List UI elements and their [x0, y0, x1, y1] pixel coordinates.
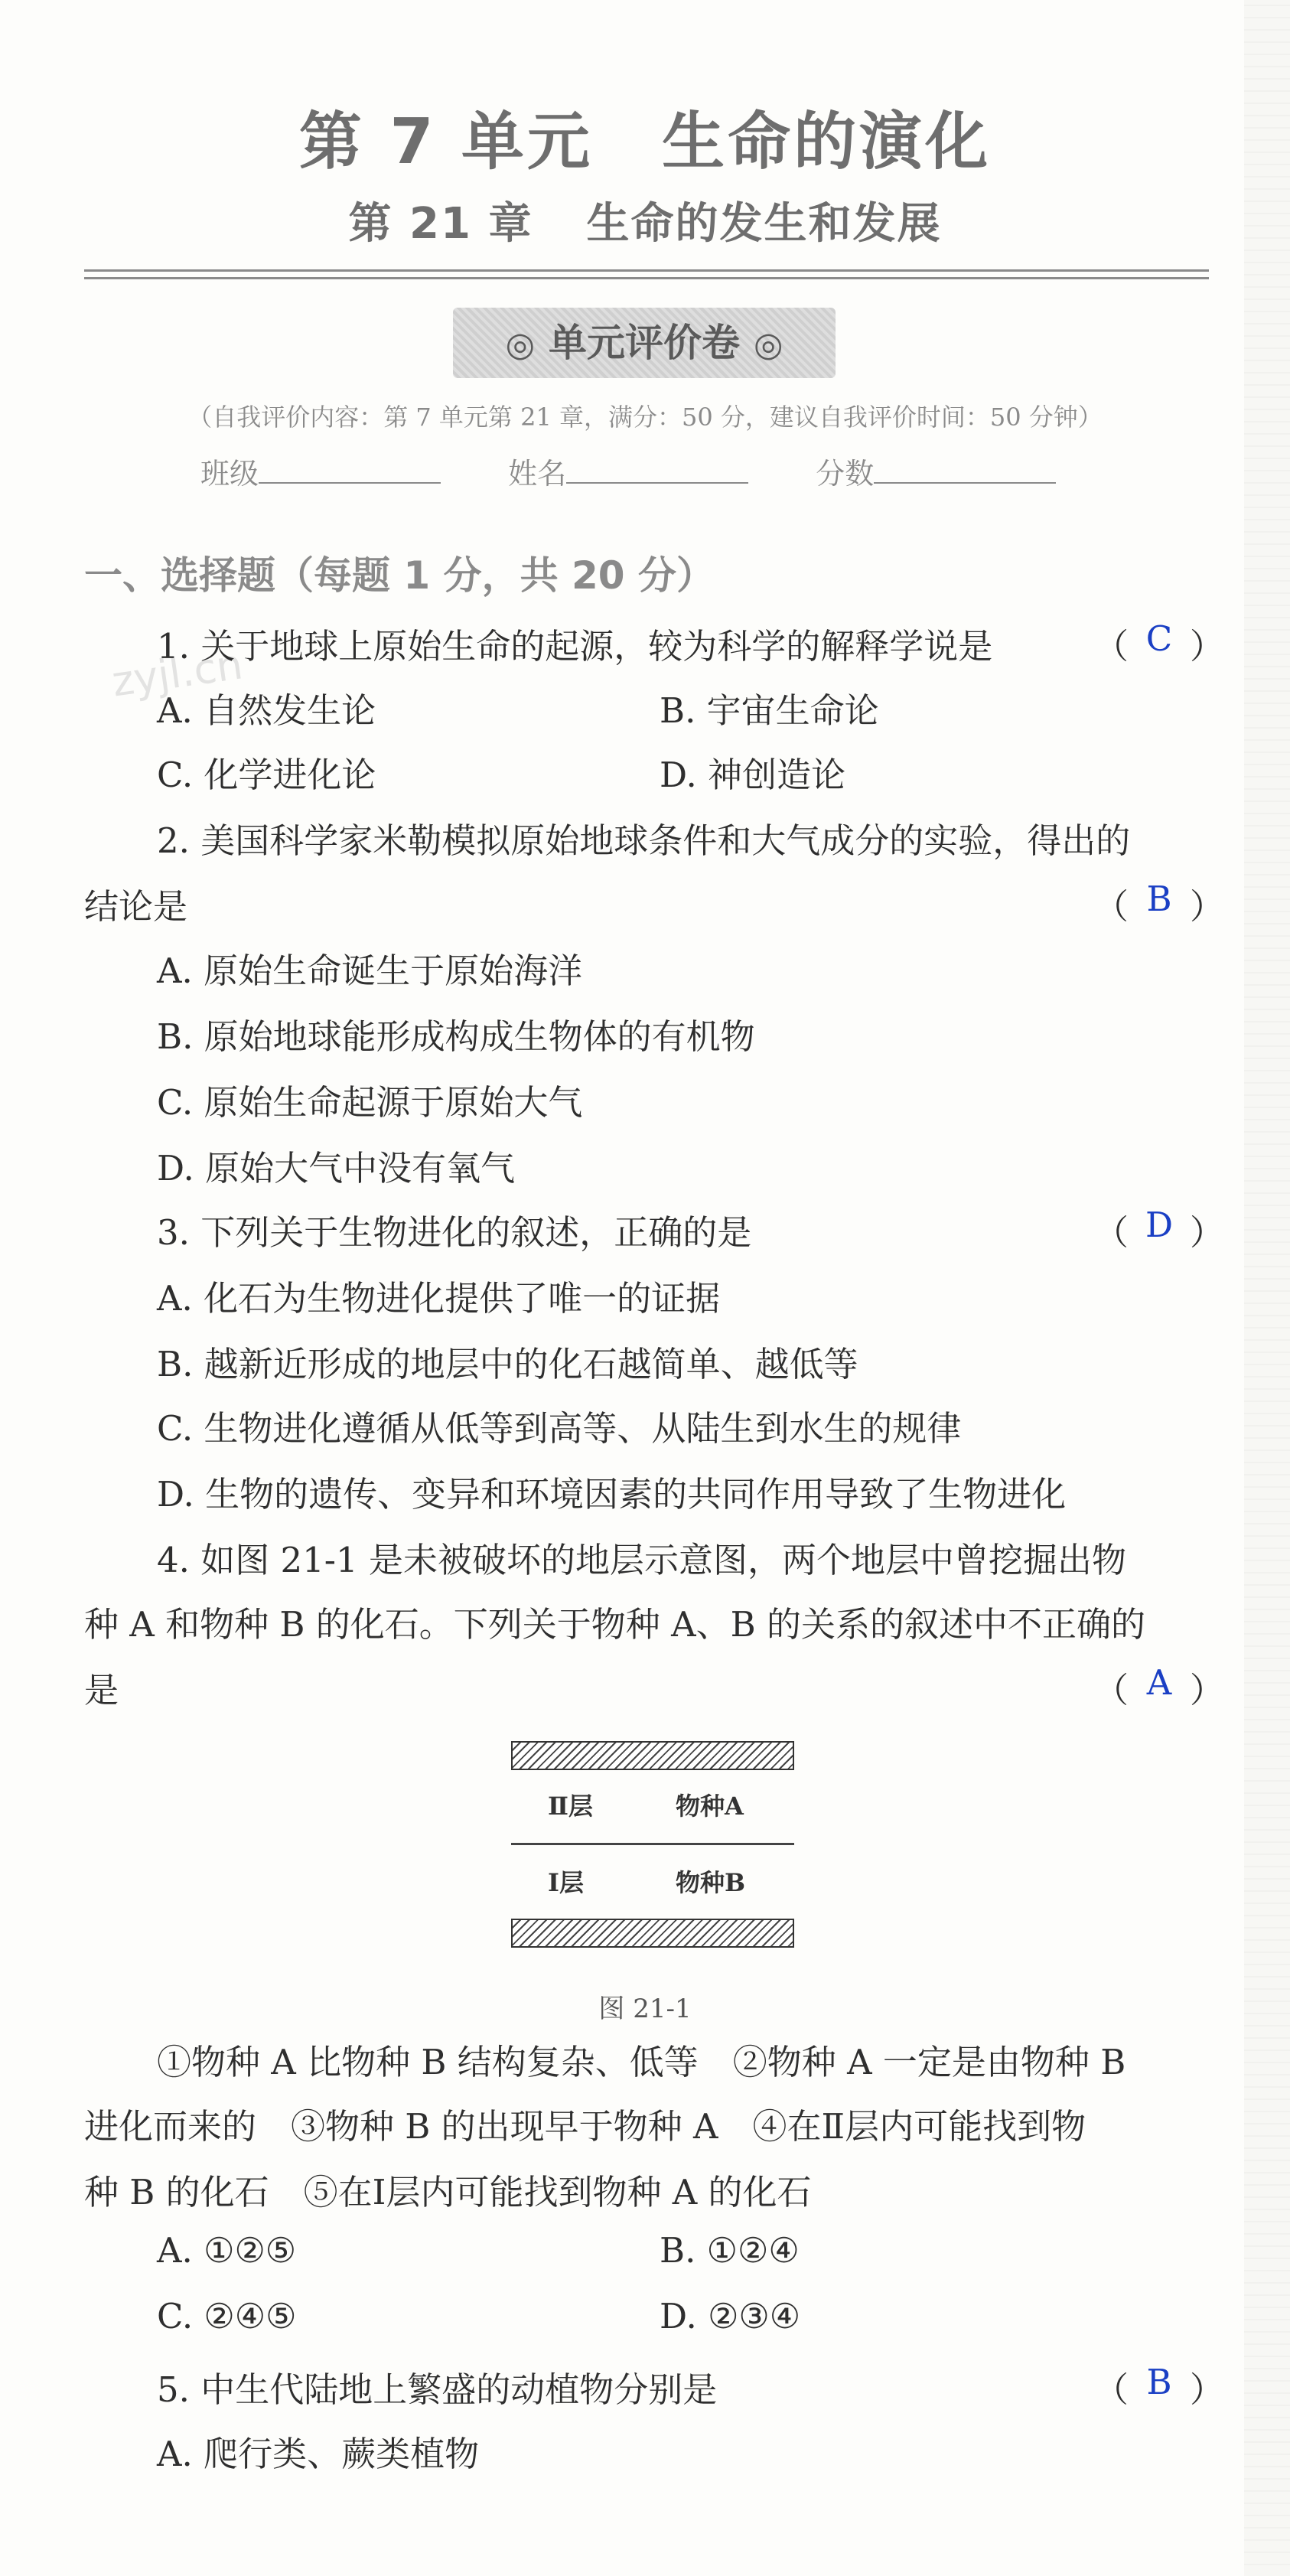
q1-option-a: A. 自然发生论 — [157, 690, 376, 731]
species-a-label: 物种A — [676, 1792, 744, 1821]
unit-name: 生命的演化 — [662, 106, 992, 178]
class-label: 班级 — [200, 457, 259, 491]
score-blank[interactable] — [874, 459, 1056, 484]
assessment-banner — [453, 308, 836, 378]
q4-statements-line3: 种 B 的化石 ⑤在Ⅰ层内可能找到物种 A 的化石 — [84, 2172, 812, 2212]
q4-statements-line2: 进化而来的 ③物种 B 的出现早于物种 A ④在Ⅱ层内可能找到物 — [84, 2106, 1086, 2147]
name-blank[interactable] — [566, 459, 748, 484]
q3-answer: D — [1145, 1205, 1174, 1245]
q1-stem: 1. 关于地球上原始生命的起源，较为科学的解释学说是 — [157, 626, 993, 667]
q3-option-c: C. 生物进化遵循从低等到高等、从陆生到水生的规律 — [157, 1408, 962, 1449]
q4-option-a: A. ①②⑤ — [157, 2230, 297, 2271]
class-blank[interactable] — [259, 459, 441, 484]
bracket-left: （ — [1094, 626, 1129, 667]
q2-option-d: D. 原始大气中没有氧气 — [157, 1148, 516, 1189]
bracket-right: ） — [1189, 1670, 1224, 1710]
layer-ii-label: Ⅱ层 — [548, 1792, 593, 1821]
layer-divider — [511, 1843, 794, 1845]
species-b-label: 物种B — [676, 1868, 746, 1897]
q4-stem-line2: 种 A 和物种 B 的化石。下列关于物种 A、B 的关系的叙述中不正确的 — [84, 1604, 1145, 1645]
q2-option-b: B. 原始地球能形成构成生物体的有机物 — [157, 1016, 755, 1057]
bracket-right: ） — [1189, 2369, 1224, 2410]
bracket-left: （ — [1094, 2369, 1129, 2410]
banner-title: 单元评价卷 — [549, 321, 740, 365]
unit-title — [0, 92, 1290, 181]
student-info-fields — [200, 450, 1114, 492]
q4-answer: A — [1146, 1662, 1172, 1703]
section-title: 一、选择题（每题 1 分，共 20 分） — [84, 553, 715, 598]
assessment-note: （自我评价内容：第 7 单元第 21 章，满分：50 分，建议自我评价时间：50 分钟） — [187, 403, 1103, 432]
chapter-title — [0, 190, 1290, 251]
class-field — [200, 450, 441, 492]
q5-answer: B — [1146, 2362, 1172, 2402]
header-rule-top — [84, 269, 1209, 272]
chapter-name: 生命的发生和发展 — [586, 199, 942, 249]
q1-answer: C — [1145, 618, 1173, 659]
q1-option-b: B. 宇宙生命论 — [660, 690, 879, 731]
q4-option-c: C. ②④⑤ — [157, 2296, 297, 2336]
q3-option-a: A. 化石为生物进化提供了唯一的证据 — [157, 1278, 721, 1319]
q5-stem: 5. 中生代陆地上繁盛的动植物分别是 — [157, 2369, 718, 2410]
bracket-right: ） — [1189, 1212, 1224, 1253]
bracket-left: （ — [1094, 1670, 1129, 1710]
bracket-right: ） — [1189, 626, 1224, 667]
bracket-left: （ — [1094, 1212, 1129, 1253]
q2-option-c: C. 原始生命起源于原始大气 — [157, 1082, 583, 1123]
header-rule-bottom — [84, 277, 1209, 279]
banner-ornament-right: ◎ — [754, 325, 783, 364]
figure-caption: 图 21-1 — [598, 1994, 692, 2024]
q2-stem-line1: 2. 美国科学家米勒模拟原始地球条件和大气成分的实验，得出的 — [157, 820, 1131, 861]
q5-option-a: A. 爬行类、蕨类植物 — [157, 2434, 480, 2474]
page-edge-shadow — [1244, 0, 1290, 2576]
bottom-hatched-layer — [511, 1919, 794, 1948]
q2-stem-line2: 结论是 — [84, 886, 188, 927]
q4-stem-line1: 4. 如图 21-1 是未被破坏的地层示意图，两个地层中曾挖掘出物 — [157, 1540, 1126, 1580]
q4-option-d: D. ②③④ — [660, 2296, 801, 2336]
name-label: 姓名 — [508, 457, 567, 491]
bracket-left: （ — [1094, 886, 1129, 927]
name-field — [508, 450, 748, 492]
q2-answer: B — [1146, 879, 1172, 919]
q4-stem-line3: 是 — [84, 1670, 119, 1710]
banner-ornament-left: ◎ — [505, 325, 535, 364]
top-hatched-layer — [511, 1741, 794, 1770]
q1-option-c: C. 化学进化论 — [157, 755, 376, 795]
score-field — [816, 450, 1056, 492]
layer-i-label: Ⅰ层 — [548, 1868, 584, 1897]
bracket-right: ） — [1189, 886, 1224, 927]
q3-option-d: D. 生物的遗传、变异和环境因素的共同作用导致了生物进化 — [157, 1474, 1067, 1515]
q3-stem: 3. 下列关于生物进化的叙述，正确的是 — [157, 1212, 752, 1253]
score-label: 分数 — [816, 457, 875, 491]
unit-label: 第 7 单元 — [298, 106, 594, 178]
q4-statements-line1: ①物种 A 比物种 B 结构复杂、低等 ②物种 A 一定是由物种 B — [157, 2042, 1126, 2082]
q2-option-a: A. 原始生命诞生于原始海洋 — [157, 951, 583, 991]
chapter-label: 第 21 章 — [348, 199, 533, 249]
q1-option-d: D. 神创造论 — [660, 755, 846, 795]
watermark: zyjl.cn — [109, 640, 246, 706]
strata-figure — [511, 1741, 794, 1963]
q4-option-b: B. ①②④ — [660, 2230, 800, 2271]
q3-option-b: B. 越新近形成的地层中的化石越简单、越低等 — [157, 1344, 858, 1384]
